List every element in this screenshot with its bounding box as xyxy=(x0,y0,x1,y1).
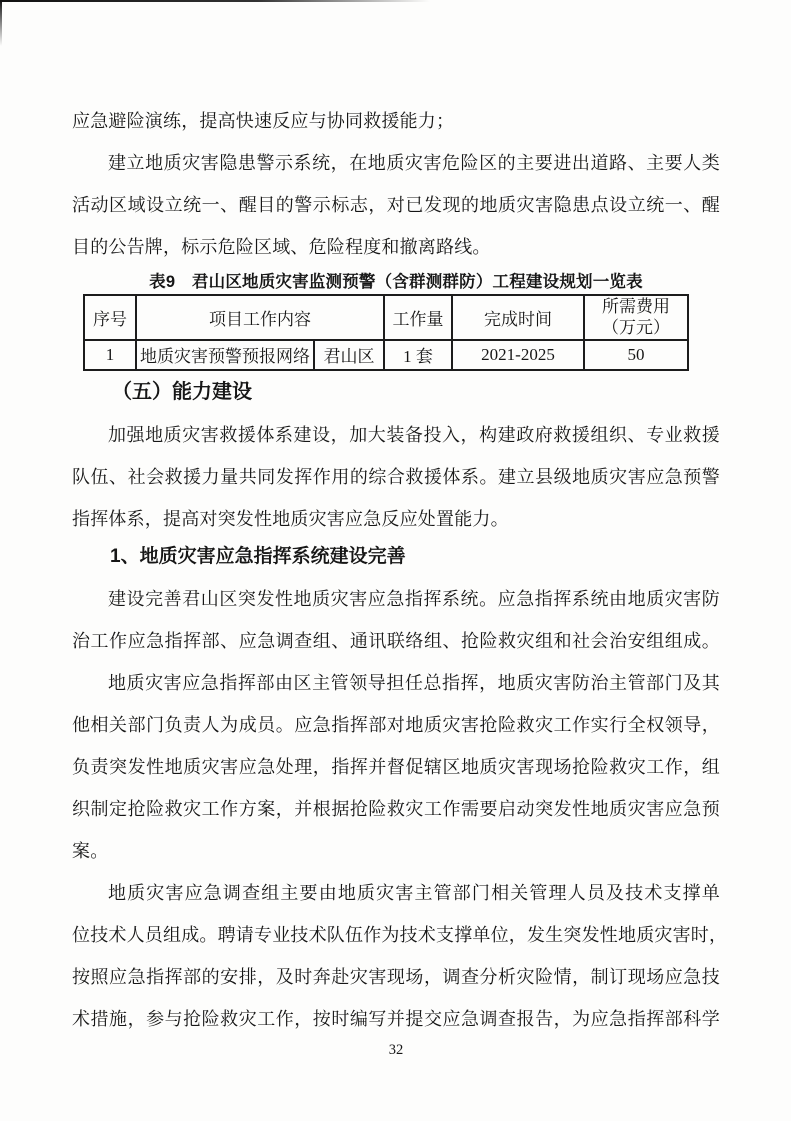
text-line: 案。 xyxy=(72,840,109,861)
paragraph-investigation xyxy=(72,872,728,1040)
cell-project: 地质灾害预警预报网络 xyxy=(136,340,314,370)
header-workload: 工作量 xyxy=(384,295,452,340)
header-content: 项目工作内容 xyxy=(136,295,384,340)
text-line: 负责突发性地质灾害应急处理，指挥并督促辖区地质灾害现场抢险救灾工作，组 xyxy=(72,756,720,777)
table-title: 表9 君山区地质灾害监测预警（含群测群防）工程建设规划一览表 xyxy=(149,273,643,291)
table-header-row xyxy=(84,295,688,340)
text-line: 建设完善君山区突发性地质灾害应急指挥系统。应急指挥系统由地质灾害防 xyxy=(108,588,720,609)
text-line: 活动区域设立统一、醒目的警示标志，对已发现的地质灾害隐患点设立统一、醒 xyxy=(72,195,720,215)
paragraph-capacity xyxy=(72,414,720,540)
text-line: 治工作应急指挥部、应急调查组、通讯联络组、抢险救灾组和社会治安组组成。 xyxy=(72,630,720,651)
paragraph-command-system xyxy=(72,578,720,662)
text-line: 按照应急指挥部的安排，及时奔赴灾害现场，调查分析灾险情，制订现场应急技 xyxy=(72,966,720,987)
cell-fee: 50 xyxy=(584,340,688,370)
scan-artifact-left xyxy=(0,0,2,46)
header-index: 序号 xyxy=(84,295,136,340)
paragraph-warning-system xyxy=(72,142,720,268)
header-fee xyxy=(584,295,688,340)
text-line: 地质灾害应急指挥部由区主管领导担任总指挥，地质灾害防治主管部门及其 xyxy=(108,672,720,693)
text-line: 他相关部门负责人为成员。应急指挥部对地质灾害抢险救灾工作实行全权领导， xyxy=(72,714,720,735)
cell-area: 君山区 xyxy=(314,340,384,370)
paragraph-command-hq xyxy=(72,662,720,872)
text-line: 加强地质灾害救援体系建设，加大装备投入，构建政府救援组织、专业救援 xyxy=(108,424,720,445)
page-content xyxy=(72,100,728,1060)
cell-index: 1 xyxy=(84,340,136,370)
text-line: 位技术人员组成。聘请专业技术队伍作为技术支撑单位，发生突发性地质灾害时， xyxy=(72,924,728,945)
text-line: 建立地质灾害隐患警示系统，在地质灾害危险区的主要进出道路、主要人类 xyxy=(108,153,720,173)
text-line: 指挥体系，提高对突发性地质灾害应急反应处置能力。 xyxy=(72,508,509,529)
paragraph-continuation xyxy=(72,100,720,142)
scan-artifact-top xyxy=(0,0,430,2)
subsection-heading-1: 1、地质灾害应急指挥系统建设完善 xyxy=(110,545,406,567)
cell-workload: 1 套 xyxy=(384,340,452,370)
header-fee-line2: （万元） xyxy=(602,318,670,338)
page-number: 32 xyxy=(388,1041,404,1058)
text-line: 织制定抢险救灾工作方案，并根据抢险救灾工作需要启动突发性地质灾害应急预 xyxy=(72,798,720,819)
plan-table xyxy=(83,294,689,371)
text-line: 应急避险演练，提高快速反应与协同救援能力； xyxy=(72,111,455,131)
table-row xyxy=(84,340,688,370)
text-line: 术措施，参与抢险救灾工作，按时编写并提交应急调查报告，为应急指挥部科学 xyxy=(72,1008,720,1029)
cell-finish-time: 2021-2025 xyxy=(452,340,584,370)
text-line: 地质灾害应急调查组主要由地质灾害主管部门相关管理人员及技术支撑单 xyxy=(108,882,720,903)
section-heading-5: （五）能力建设 xyxy=(112,380,252,403)
header-finish-time: 完成时间 xyxy=(452,295,584,340)
header-fee-line1: 所需费用 xyxy=(602,297,670,316)
text-line: 目的公告牌，标示危险区域、危险程度和撤离路线。 xyxy=(72,237,491,257)
text-line: 队伍、社会救援力量共同发挥作用的综合救援体系。建立县级地质灾害应急预警 xyxy=(72,466,720,487)
